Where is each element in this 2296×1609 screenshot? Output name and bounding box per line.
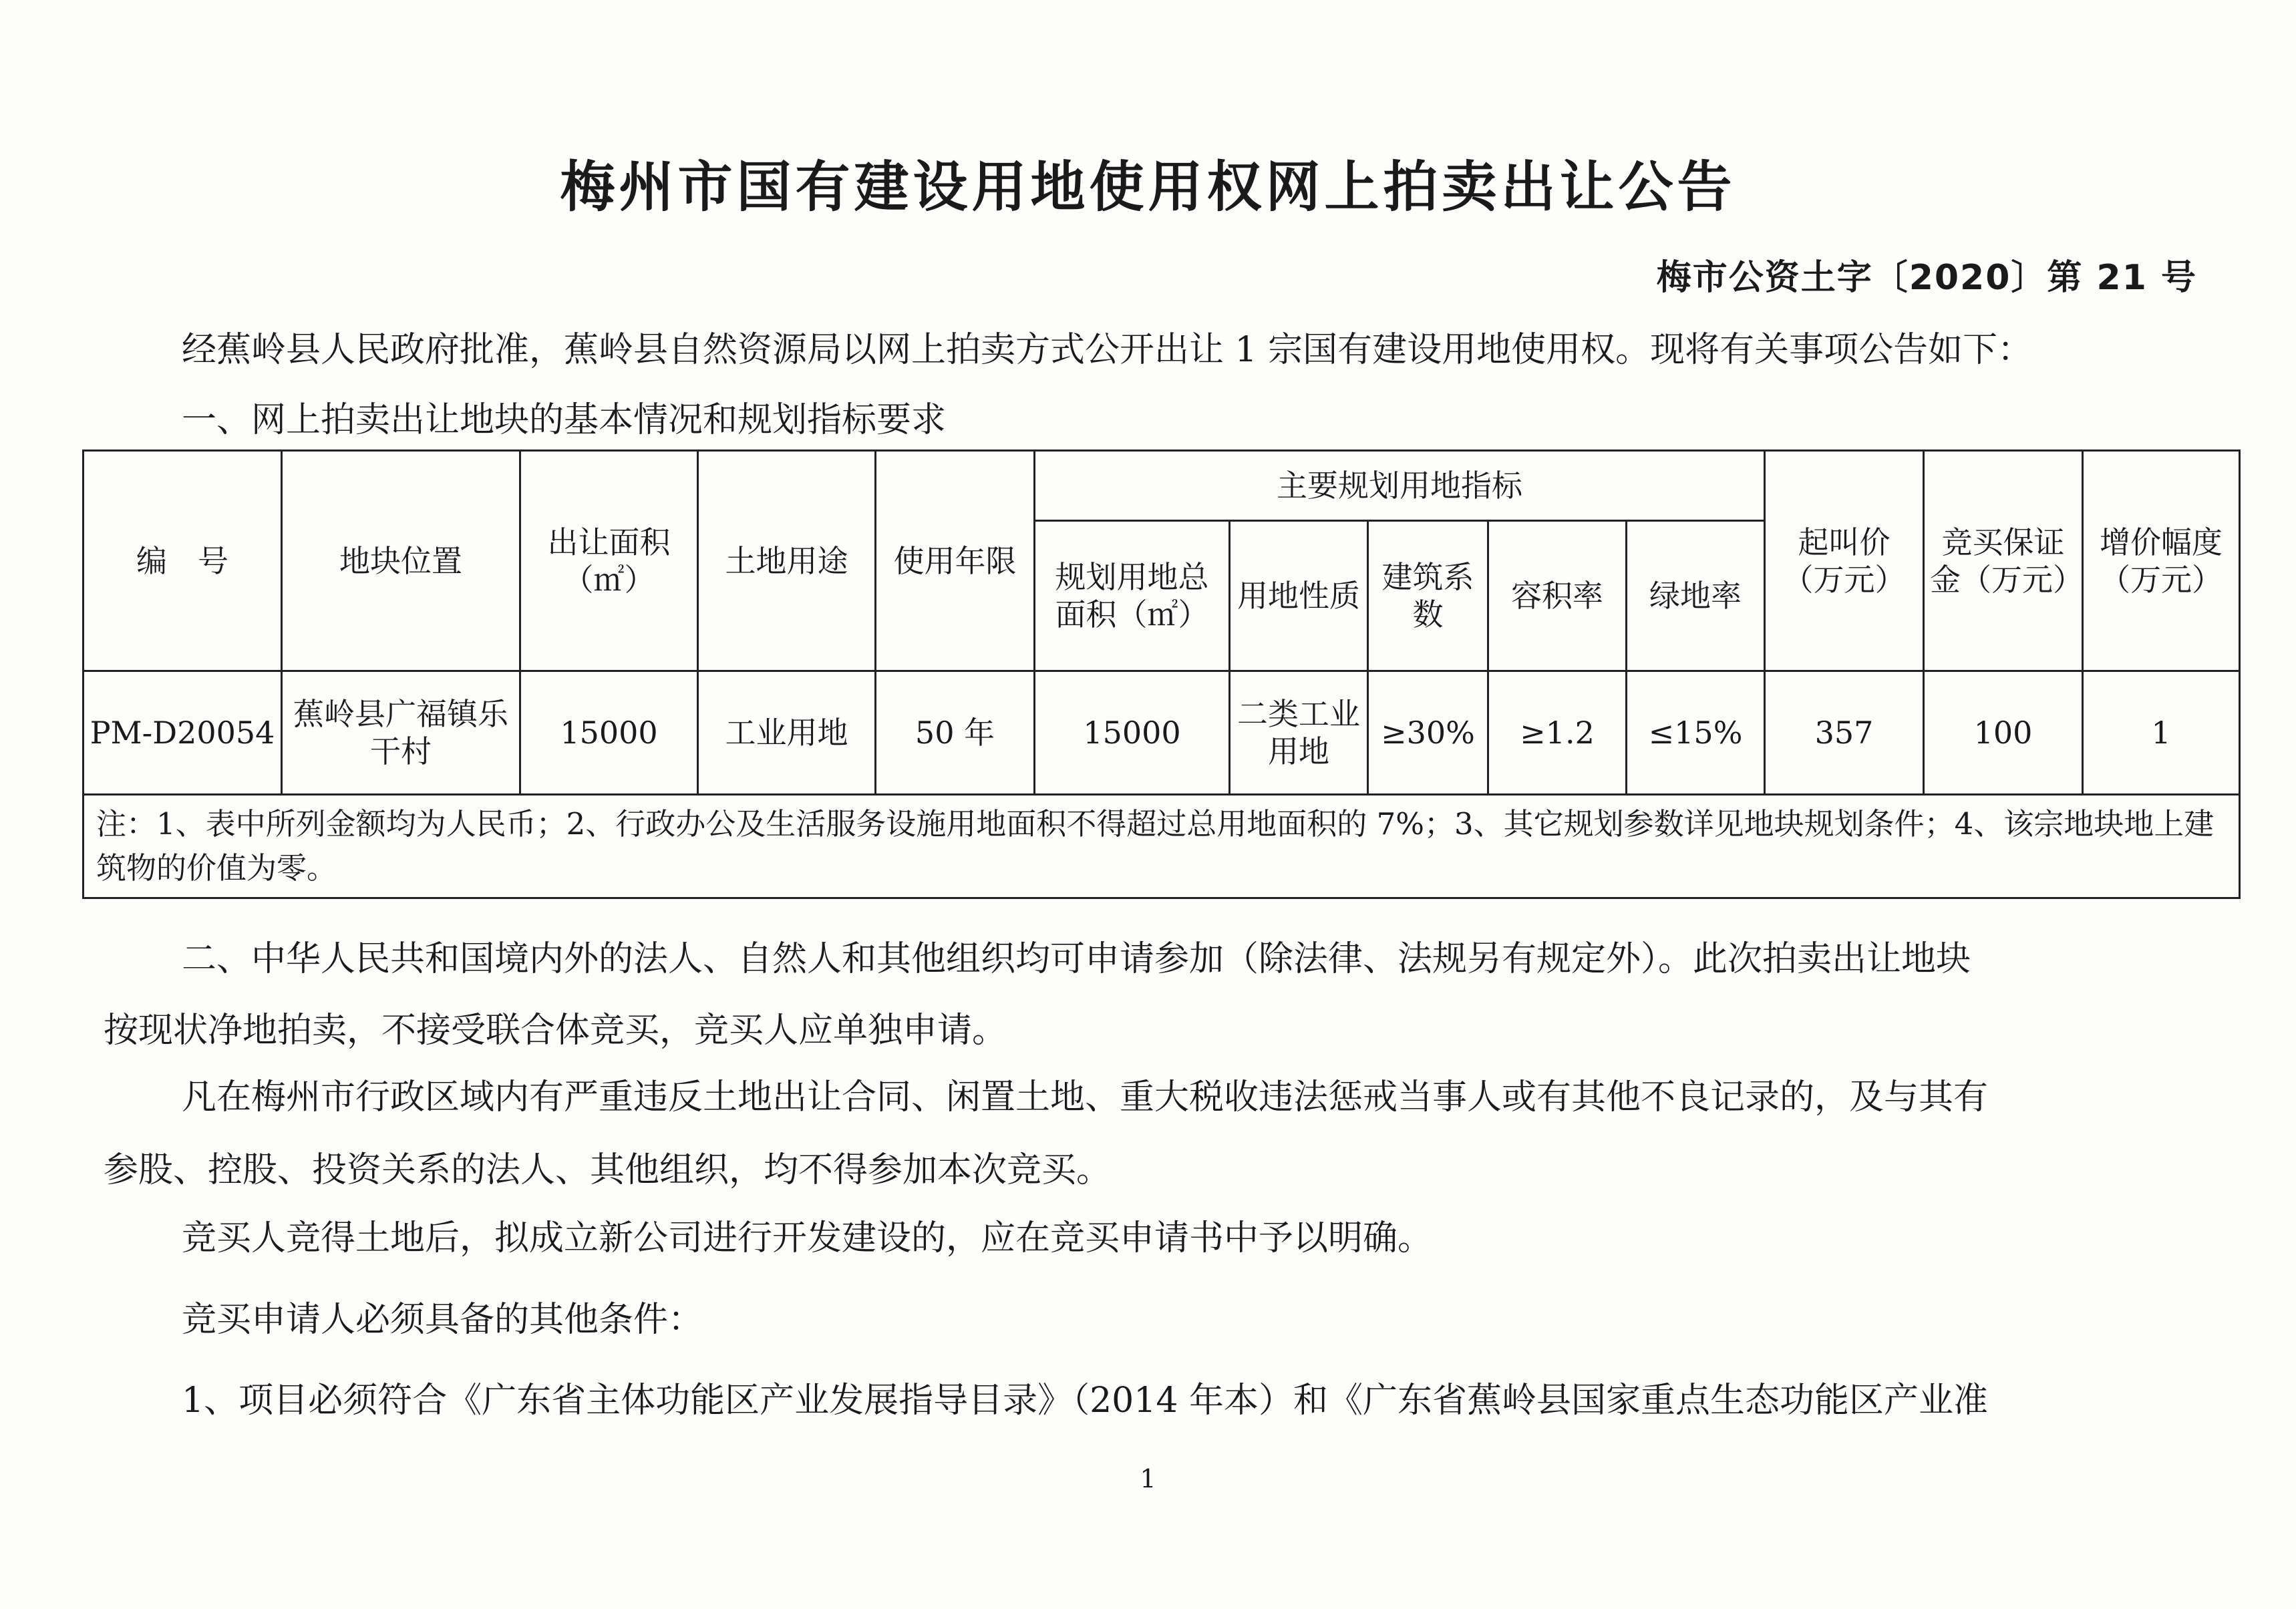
header-building-coef: 建筑系数 [1368, 521, 1488, 671]
header-deposit: 竞买保证金（万元） [1924, 451, 2083, 671]
header-increment: 增价幅度（万元） [2083, 451, 2240, 671]
table-header-row-1 [84, 451, 2240, 521]
land-parcel-table [82, 450, 2241, 899]
cell-id: PM-D20054 [84, 671, 282, 795]
document-number: 梅市公资土字〔2020〕第 21 号 [1656, 258, 2197, 298]
cell-land-nature: 二类工业用地 [1230, 671, 1368, 795]
cell-area: 15000 [520, 671, 698, 795]
para3-line1: 凡在梅州市行政区域内有严重违反土地出让合同、闲置土地、重大税收违法惩戒当事人或有其他不良记录的，及与其有 [182, 1077, 1989, 1117]
header-far: 容积率 [1488, 521, 1627, 671]
cell-deposit: 100 [1924, 671, 2083, 795]
header-plan-area: 规划用地总面积（㎡） [1035, 521, 1230, 671]
cell-green: ≤15% [1627, 671, 1765, 795]
para5: 竞买申请人必须具备的其他条件： [182, 1300, 703, 1340]
header-area: 出让面积（㎡） [520, 451, 698, 671]
table-row [84, 671, 2240, 795]
cell-start-price: 357 [1765, 671, 1924, 795]
cell-location: 蕉岭县广福镇乐干村 [282, 671, 520, 795]
header-land-nature: 用地性质 [1230, 521, 1368, 671]
cell-increment: 1 [2083, 671, 2240, 795]
document-title: 梅州市国有建设用地使用权网上拍卖出让公告 [560, 156, 1736, 219]
table-note: 注：1、表中所列金额均为人民币；2、行政办公及生活服务设施用地面积不得超过总用地面积的 7%；3、其它规划参数详见地块规划条件；4、该宗地块地上建筑物的价值为零。 [84, 795, 2240, 898]
header-use: 土地用途 [698, 451, 876, 671]
header-start-price: 起叫价（万元） [1765, 451, 1924, 671]
cell-plan-area: 15000 [1035, 671, 1230, 795]
header-planning-group: 主要规划用地指标 [1035, 451, 1765, 521]
section2-line2: 按现状净地拍卖，不接受联合体竞买，竞买人应单独申请。 [104, 1011, 1007, 1051]
section2-line1: 二、中华人民共和国境内外的法人、自然人和其他组织均可申请参加（除法律、法规另有规定外）。此次拍卖出让地块 [182, 939, 1971, 979]
section1-heading: 一、网上拍卖出让地块的基本情况和规划指标要求 [182, 400, 947, 440]
table-note-row [84, 795, 2240, 898]
cell-use: 工业用地 [698, 671, 876, 795]
page-number: 1 [1140, 1464, 1156, 1493]
header-location: 地块位置 [282, 451, 520, 671]
header-id: 编 号 [84, 451, 282, 671]
header-term: 使用年限 [876, 451, 1035, 671]
para4: 竞买人竞得土地后，拟成立新公司进行开发建设的，应在竞买申请书中予以明确。 [182, 1218, 1433, 1258]
para3-line2: 参股、控股、投资关系的法人、其他组织，均不得参加本次竞买。 [104, 1150, 1112, 1190]
cell-term: 50 年 [876, 671, 1035, 795]
cell-building-coef: ≥30% [1368, 671, 1488, 795]
cell-far: ≥1.2 [1488, 671, 1627, 795]
para6: 1、项目必须符合《广东省主体功能区产业发展指导目录》（2014 年本）和《广东省蕉岭县国家重点生态功能区产业准 [182, 1381, 1988, 1421]
intro-paragraph: 经蕉岭县人民政府批准，蕉岭县自然资源局以网上拍卖方式公开出让 1 宗国有建设用地使用权。现将有关事项公告如下： [182, 330, 2033, 370]
header-green: 绿地率 [1627, 521, 1765, 671]
